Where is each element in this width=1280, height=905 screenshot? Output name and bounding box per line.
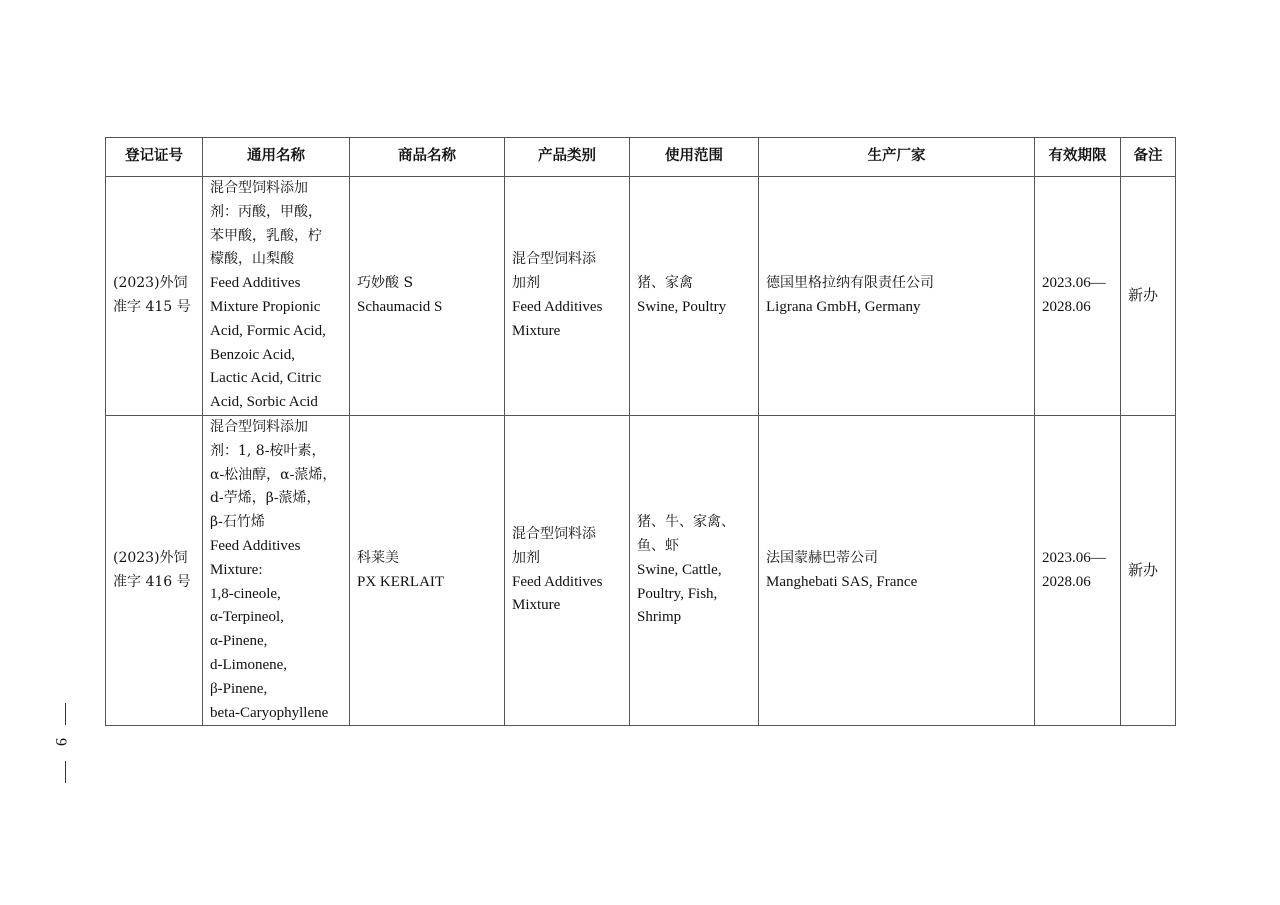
cell-line: 剂：1, 8-桉叶素，: [210, 442, 326, 459]
header-reg-no: 登记证号: [106, 138, 203, 177]
header-remark: 备注: [1121, 138, 1176, 177]
cell-line: 巧妙酸 S: [357, 275, 414, 292]
cell-line: Feed Additives: [210, 537, 301, 554]
cell-line: 2023.06—: [1042, 549, 1106, 566]
cell-line: d-苧烯，β-蒎烯，: [210, 490, 321, 507]
cell-line: d-Limonene,: [210, 656, 288, 673]
cell-line: Mixture: [512, 322, 561, 339]
cell-line: α-松油醇，α-蒎烯，: [210, 466, 337, 483]
cell-line: 2028.06: [1042, 298, 1091, 315]
cell-line: 鱼、虾: [637, 537, 679, 554]
cell-line: Mixture Propionic: [210, 298, 321, 315]
cell-line: α-Terpineol,: [210, 609, 284, 626]
cell-line: Feed Additives: [512, 298, 603, 315]
cell-line: 苯甲酸，乳酸，柠: [210, 227, 322, 244]
cell-line: 猪、家禽: [637, 275, 693, 292]
cell-line: 猪、牛、家禽、: [637, 514, 735, 531]
trade-name-cell: [350, 415, 505, 725]
cell-line: Swine, Poultry: [637, 298, 727, 315]
page-number: 9: [52, 738, 69, 746]
cell-line: α-Pinene,: [210, 633, 268, 650]
table-row: [106, 415, 1176, 725]
cell-line: Lactic Acid, Citric: [210, 370, 322, 387]
cell-line: 2023.06—: [1042, 275, 1106, 292]
cell-line: Acid, Sorbic Acid: [210, 394, 318, 411]
cell-line: 准字 415 号: [113, 298, 191, 315]
header-scope: 使用范围: [630, 138, 759, 177]
cell-line: 混合型饲料添: [512, 251, 596, 268]
header-manufacturer: 生产厂家: [759, 138, 1035, 177]
cell-line: Schaumacid S: [357, 298, 443, 315]
cell-line: 准字 416 号: [113, 573, 191, 590]
page-footer: [52, 703, 74, 783]
cell-line: Swine, Cattle,: [637, 561, 722, 578]
cell-line: β-石竹烯: [210, 514, 265, 531]
cell-line: Poultry, Fish,: [637, 585, 718, 602]
reg-no-cell: [106, 177, 203, 416]
cell-line: Mixture: [512, 597, 561, 614]
cell-line: Benzoic Acid,: [210, 346, 295, 363]
scope-cell: [630, 415, 759, 725]
validity-cell: [1035, 415, 1121, 725]
header-trade-name: 商品名称: [350, 138, 505, 177]
category-cell: [505, 177, 630, 416]
cell-line: (2023)外饲: [113, 275, 188, 292]
generic-name-cell: [203, 177, 350, 416]
remark-cell: 新办: [1121, 177, 1176, 416]
cell-line: beta-Caryophyllene: [210, 704, 329, 721]
cell-line: (2023)外饲: [113, 549, 188, 566]
reg-no-cell: [106, 415, 203, 725]
cell-line: Feed Additives: [210, 275, 301, 292]
cell-line: 混合型饲料添: [512, 526, 596, 543]
cell-line: 德国里格拉纳有限责任公司: [766, 275, 934, 292]
cell-line: 加剂: [512, 549, 540, 566]
footer-dash-top: [65, 703, 66, 725]
footer-dash-bottom: [65, 761, 66, 783]
cell-line: 混合型饲料添加: [210, 180, 308, 196]
manufacturer-cell: [759, 415, 1035, 725]
scope-cell: [630, 177, 759, 416]
generic-name-cell: [203, 415, 350, 725]
cell-line: 剂：丙酸，甲酸，: [210, 203, 322, 220]
header-category: 产品类别: [505, 138, 630, 177]
cell-line: Shrimp: [637, 609, 682, 626]
cell-line: 混合型饲料添加: [210, 418, 308, 435]
validity-cell: [1035, 177, 1121, 416]
cell-line: 1,8-cineole,: [210, 585, 281, 602]
header-generic-name: 通用名称: [203, 138, 350, 177]
cell-line: Feed Additives: [512, 573, 603, 590]
cell-line: 科莱美: [357, 549, 399, 566]
cell-line: Acid, Formic Acid,: [210, 322, 326, 339]
remark-cell: 新办: [1121, 415, 1176, 725]
cell-line: 檬酸，山梨酸: [210, 251, 294, 268]
cell-line: β-Pinene,: [210, 680, 268, 697]
trade-name-cell: [350, 177, 505, 416]
category-cell: [505, 415, 630, 725]
table-row: [106, 177, 1176, 416]
registration-table: [105, 137, 1176, 726]
header-validity: 有效期限: [1035, 138, 1121, 177]
cell-line: Mixture:: [210, 561, 263, 578]
manufacturer-cell: [759, 177, 1035, 416]
cell-line: Manghebati SAS, France: [766, 573, 918, 590]
header-row: [106, 138, 1176, 177]
cell-line: 2028.06: [1042, 573, 1091, 590]
cell-line: 加剂: [512, 275, 540, 292]
cell-line: Ligrana GmbH, Germany: [766, 298, 921, 315]
cell-line: 法国蒙赫巴蒂公司: [766, 549, 878, 566]
cell-line: PX KERLAIT: [357, 573, 445, 590]
